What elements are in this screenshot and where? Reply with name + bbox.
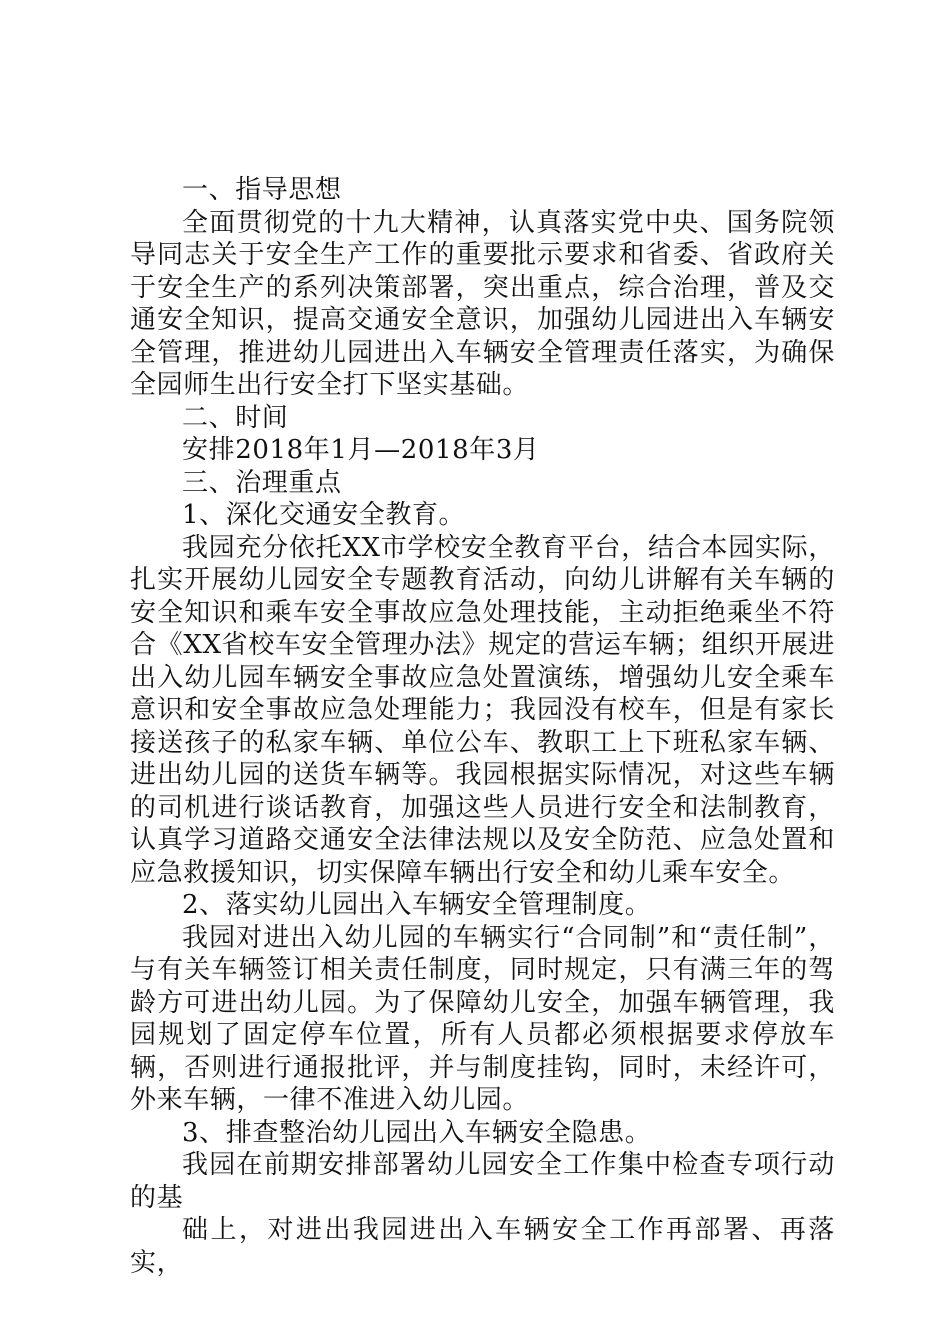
paragraph-guiding-ideology: 全面贯彻党的十九大精神，认真落实党中央、国务院领导同志关于安全生产工作的重要批示要求和省委、省政府关于安全生产的系列决策部署，突出重点，综合治理，普及交通安全知识，提高交通安全意识，加强幼儿园进出入车辆安全管理，推进幼儿园进出入车辆安全管理责任落实，为确保全园师生出行安全打下坚实基础。 (130, 207, 835, 400)
paragraph-hazards-part2: 础上，对进出我园进出入车辆安全工作再部署、再落实， (130, 1215, 835, 1278)
heading-focus: 三、治理重点 (182, 467, 342, 498)
heading-guiding-ideology: 一、指导思想 (182, 175, 342, 205)
heading-time: 二、时间 (182, 402, 289, 433)
document-body (130, 174, 835, 1279)
subheading-management: 2、落实幼儿园出入车辆安全管理制度。 (182, 890, 652, 920)
paragraph-time: 安排2018年1月—2018年3月 (182, 435, 540, 465)
paragraph-management: 我园对进出入幼儿园的车辆实行“合同制”和“责任制”，与有关车辆签订相关责任制度，同时规定，只有满三年的驾龄方可进出幼儿园。为了保障幼儿安全，加强车辆管理，我园规划了固定停车位置，所有人员都必须根据要求停放车辆，否则进行通报批评，并与制度挂钩，同时，未经许可，外来车辆，一律不准进入幼儿园。 (130, 922, 835, 1115)
paragraph-education: 我园充分依托XX市学校安全教育平台，结合本园实际，扎实开展幼儿园安全专题教育活动，向幼儿讲解有关车辆的安全知识和乘车安全事故应急处理技能，主动拒绝乘坐不符合《XX省校车安全管理办法》规定的营运车辆；组织开展进出入幼儿园车辆安全事故应急处置演练，增强幼儿安全乘车意识和安全事故应急处理能力；我园没有校车，但是有家长接送孩子的私家车辆、单位公车、教职工上下班私家车辆、进出幼儿园的送货车辆等。我园根据实际情况，对这些车辆的司机进行谈话教育，加强这些人员进行安全和法制教育，认真学习道路交通安全法律法规以及安全防范、应急处置和应急救援知识，切实保障车辆出行安全和幼儿乘车安全。 (130, 532, 835, 888)
subheading-education: 1、深化交通安全教育。 (182, 500, 466, 530)
paragraph-hazards-part1: 我园在前期安排部署幼儿园安全工作集中检查专项行动的基 (130, 1150, 835, 1213)
subheading-hazards: 3、排查整治幼儿园出入车辆安全隐患。 (182, 1117, 652, 1148)
